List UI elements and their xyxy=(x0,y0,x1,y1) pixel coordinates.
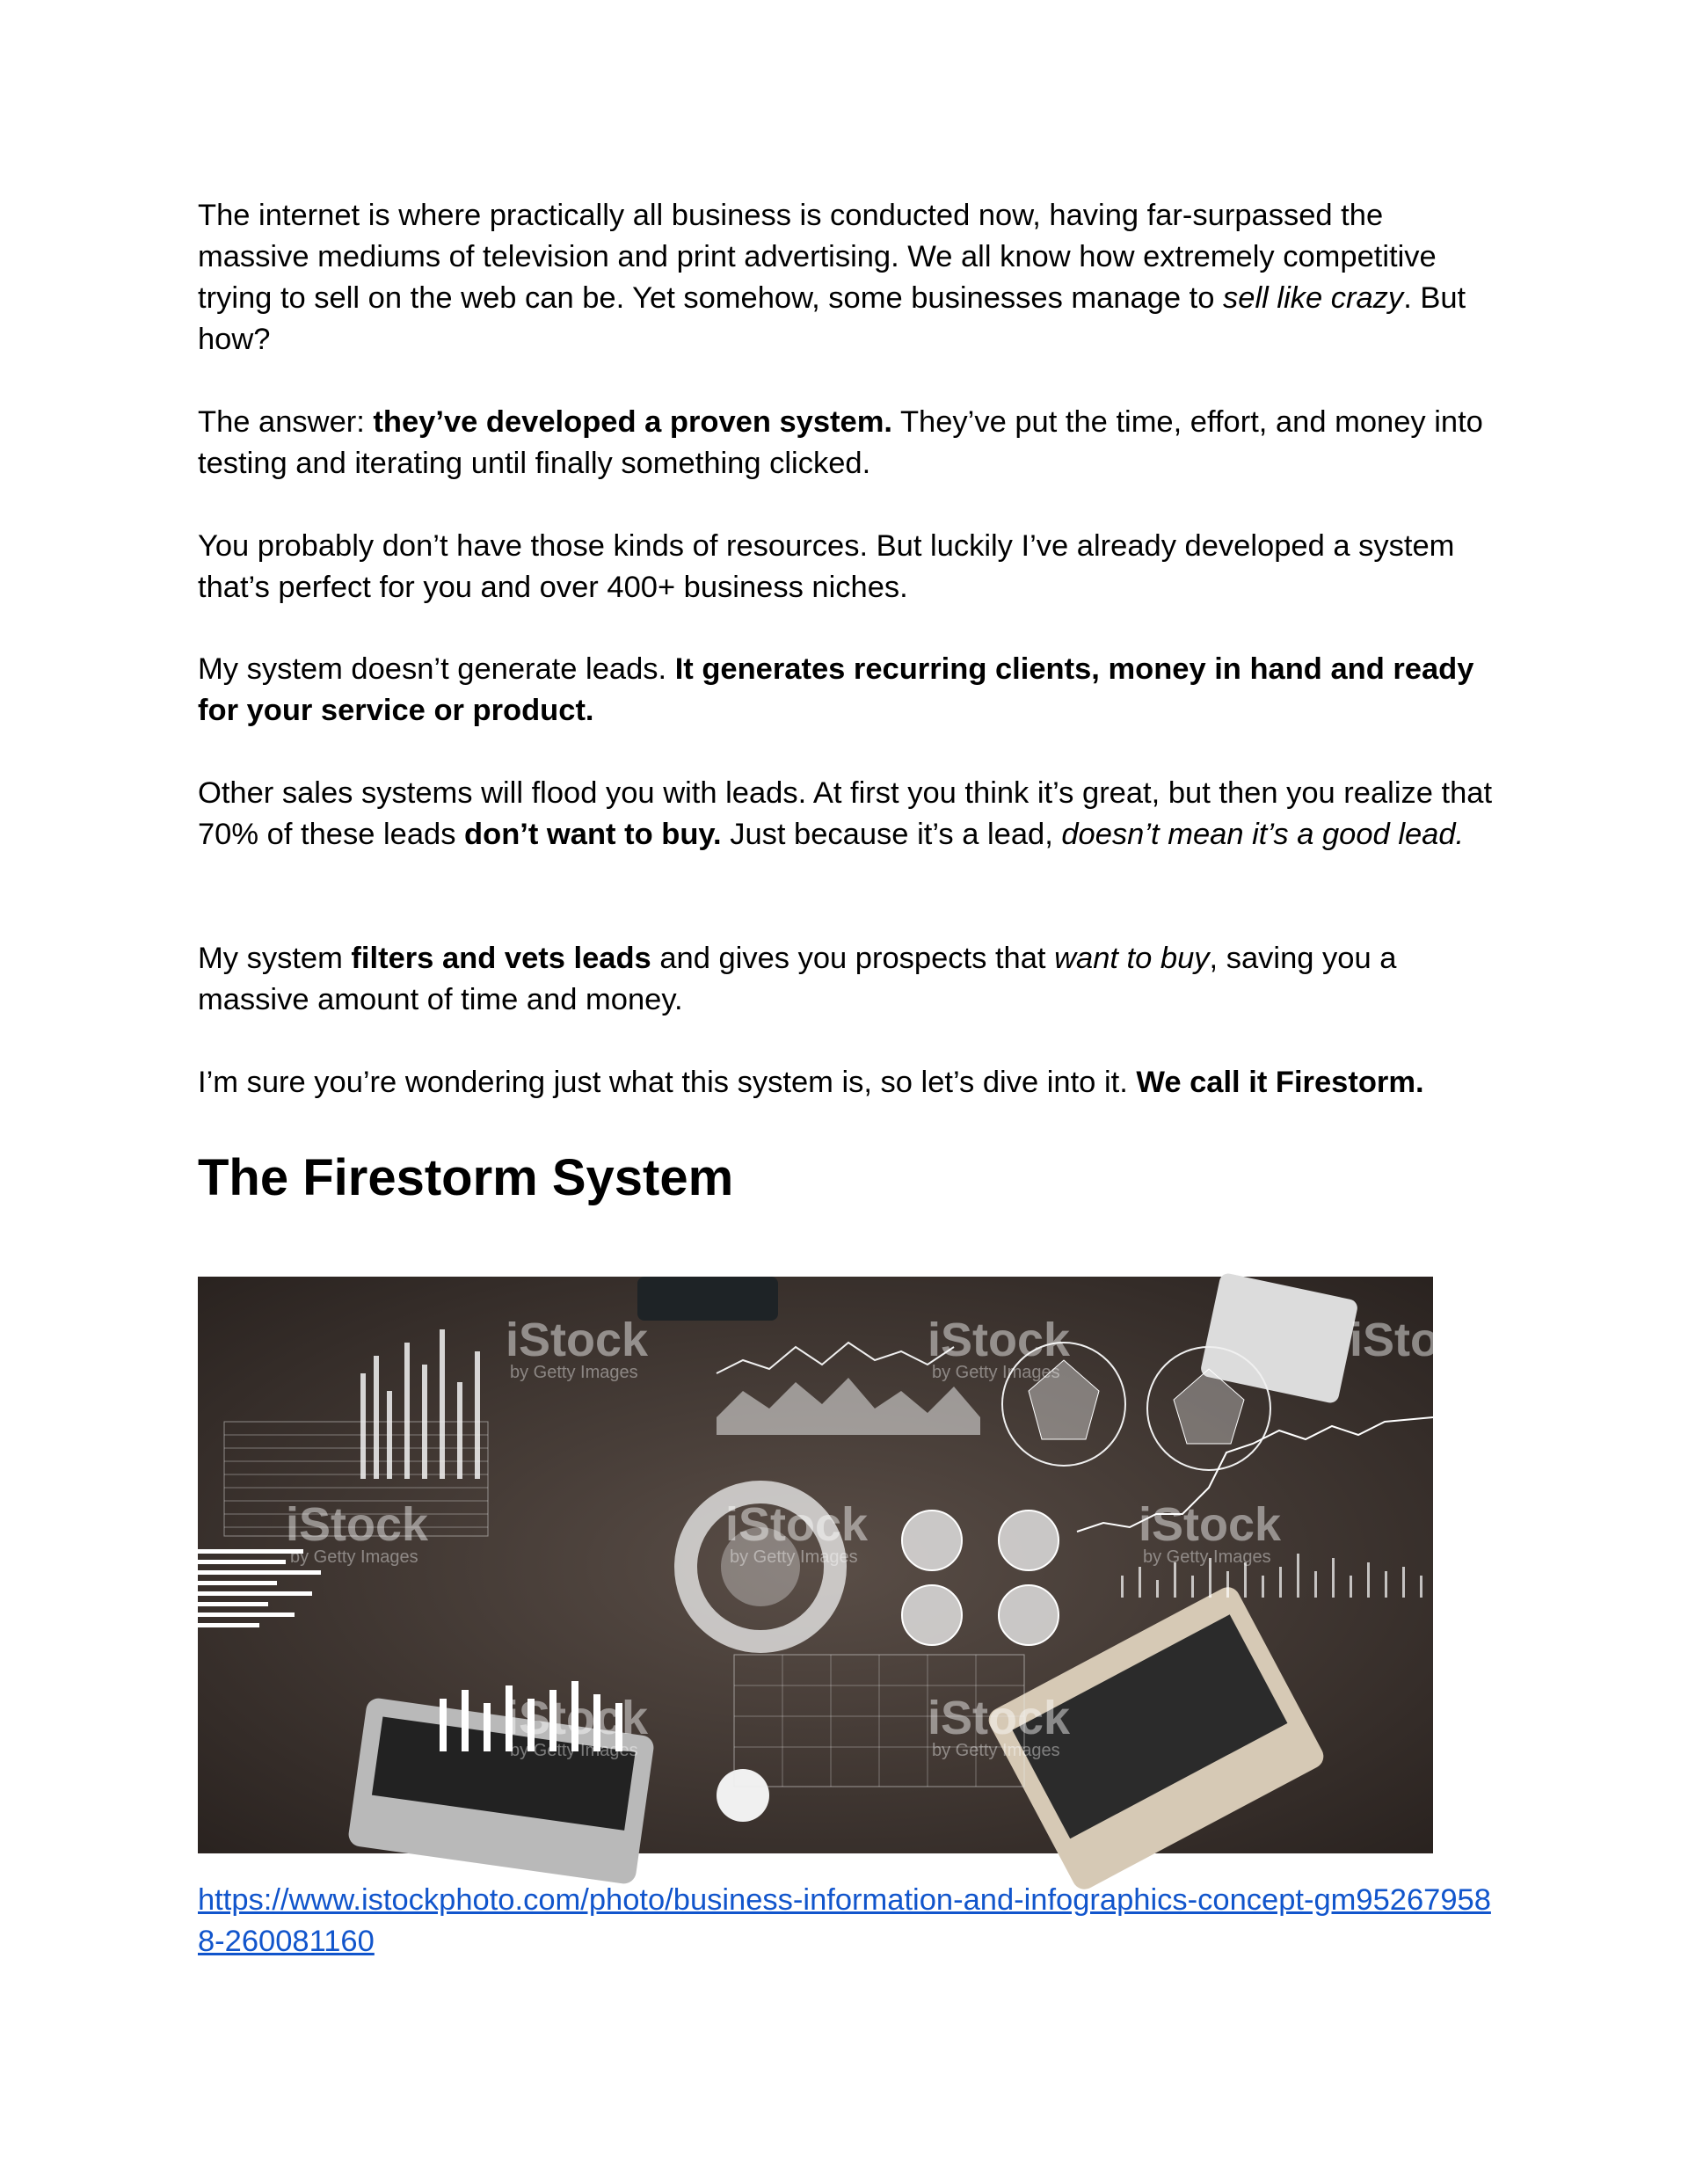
watermark-text: iStock xyxy=(286,1498,429,1551)
text-run: Other sales systems will flood you with leads. At first you think it’s great, but then you realize that 70% of these leads xyxy=(198,776,1493,851)
watermark-text: iStock xyxy=(928,1314,1071,1366)
paragraph-leads xyxy=(198,649,1499,732)
text-run: , saving you a massive amount of time and money. xyxy=(198,942,1397,1016)
text-run: I’m sure you’re wondering just what this system is, so let’s dive into it. xyxy=(198,1066,1137,1099)
paragraph-resources xyxy=(198,526,1499,608)
bold-text: they’ve developed a proven system. xyxy=(373,405,892,439)
bold-text: It generates recurring clients, money in hand and ready for your service or product. xyxy=(198,652,1474,727)
watermark-text: iStock xyxy=(1139,1498,1282,1551)
mouse-icon xyxy=(717,1769,769,1822)
paragraph-answer xyxy=(198,402,1499,484)
italic-text: sell like crazy xyxy=(1223,281,1404,315)
bold-text: We call it Firestorm. xyxy=(1136,1066,1424,1099)
photo-illustration xyxy=(198,1277,1493,1853)
text-run: My system doesn’t generate leads. xyxy=(198,652,675,686)
bold-text: filters and vets leads xyxy=(351,942,651,975)
image-caption xyxy=(198,1880,1499,1962)
phone-icon xyxy=(637,1277,778,1321)
italic-text: want to buy xyxy=(1054,942,1210,975)
watermark-text: iStock xyxy=(506,1692,649,1744)
watermark-sub-text: by Getty Images xyxy=(510,1741,638,1760)
watermark-sub-text: by Getty Images xyxy=(510,1363,638,1382)
bold-text: don’t want to buy. xyxy=(464,818,722,851)
watermark-text: iStock xyxy=(506,1314,649,1366)
watermark-sub-text: by Getty Images xyxy=(932,1741,1060,1760)
paragraph-other-systems xyxy=(198,773,1499,855)
watermark-text: iStock xyxy=(928,1692,1071,1744)
text-run: The answer: xyxy=(198,405,374,439)
paragraph-intro xyxy=(198,195,1499,360)
text-run: Just because it’s a lead, xyxy=(721,818,1062,851)
section-heading: The Firestorm System xyxy=(198,1149,734,1206)
text-run: The internet is where practically all business is conducted now, having far-surpassed the massive mediums of television and print advertising. We all know how extremely competitive trying to sell on the web can be. Yet somehow, some businesses manage to xyxy=(198,199,1437,315)
watermark-text: iStock xyxy=(1350,1314,1493,1366)
text-run: and gives you prospects that xyxy=(651,942,1055,975)
watermark-sub-text: by Getty Images xyxy=(290,1547,418,1567)
italic-text: doesn’t mean it’s a good lead. xyxy=(1061,818,1465,851)
text-run: They’ve put the time, effort, and money into testing and iterating until finally something clicked. xyxy=(198,405,1483,480)
watermark-sub-text: by Getty Images xyxy=(932,1363,1060,1382)
watermark-text: iStock xyxy=(725,1498,869,1551)
paragraph-firestorm-intro xyxy=(198,1062,1499,1103)
watermark-sub-text: by Getty Images xyxy=(730,1547,858,1567)
stock-photo-business-infographics xyxy=(198,1277,1493,1853)
text-run: You probably don’t have those kinds of resources. But luckily I’ve already developed a system that’s perfect for you and over 400+ business niches. xyxy=(198,529,1455,604)
paragraph-filters xyxy=(198,938,1499,1021)
text-run: My system xyxy=(198,942,352,975)
text-run: . But how? xyxy=(198,281,1466,356)
image-source-link[interactable]: https://www.istockphoto.com/photo/business-information-and-infographics-concept-gm952679588-260081160 xyxy=(198,1883,1491,1958)
watermark-sub-text: by Getty Images xyxy=(1143,1547,1271,1567)
